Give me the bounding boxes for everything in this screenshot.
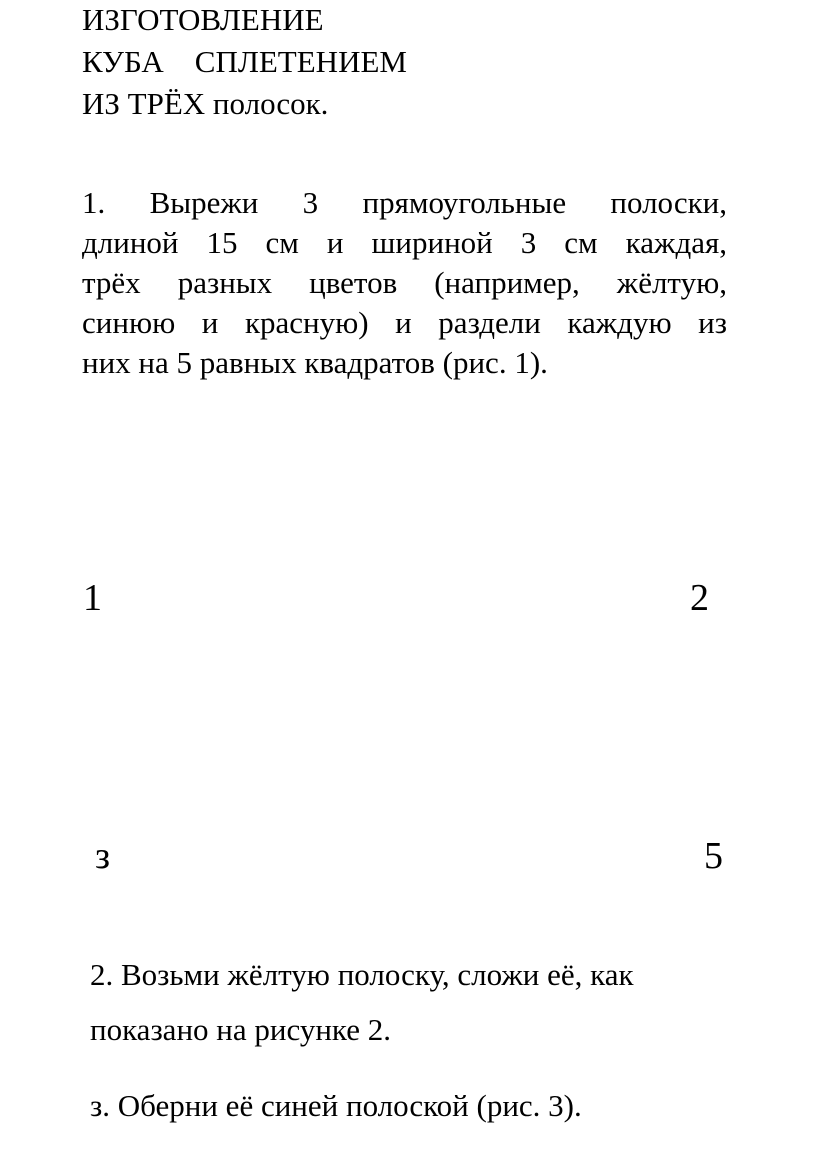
step-1-line: синюю и красную) и раздели каждую из bbox=[82, 305, 727, 340]
figure-number-2: 2 bbox=[690, 577, 709, 619]
step-1-line: них на 5 равных квадратов (рис. 1). bbox=[82, 345, 548, 380]
figure-number-1: 1 bbox=[83, 577, 102, 619]
title-line-2: КУБА СПЛЕТЕНИЕМ bbox=[82, 44, 407, 79]
step-1-line: 1. Вырежи 3 прямоугольные полоски, bbox=[82, 185, 727, 220]
step-1-line: длиной 15 см и шириной 3 см каждая, bbox=[82, 225, 727, 260]
title-line-3: ИЗ ТРЁХ полосок. bbox=[82, 86, 329, 121]
step-1-line: трёх разных цветов (например, жёлтую, bbox=[82, 265, 727, 300]
step-2-line-2: показано на рисунке 2. bbox=[90, 1012, 391, 1047]
figure-number-3: з bbox=[95, 835, 111, 877]
title-line-1: ИЗГОТОВЛЕНИЕ bbox=[82, 2, 324, 37]
step-3-line-1: з. Оберни её синей полоской (рис. 3). bbox=[90, 1088, 582, 1123]
figure-number-5: 5 bbox=[704, 835, 723, 877]
step-1-paragraph bbox=[82, 183, 727, 383]
step-2-line-1: 2. Возьми жёлтую полоску, сложи её, как bbox=[90, 957, 634, 992]
